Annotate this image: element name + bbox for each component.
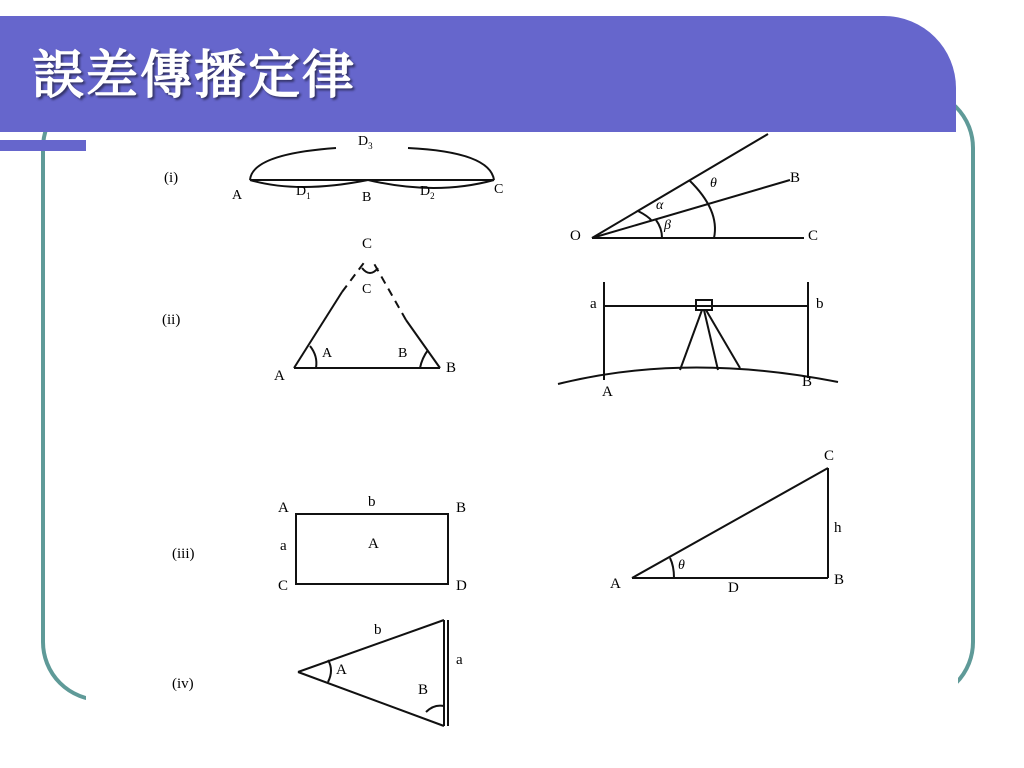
label-vertex-a: A xyxy=(274,368,285,384)
label-beta: β xyxy=(664,218,671,233)
arc-d3-right xyxy=(408,148,494,180)
label-angle-a: A xyxy=(322,346,333,361)
label-point-b: B xyxy=(362,190,372,205)
label-distance-d: D xyxy=(728,580,739,596)
label-tri4-side-a: a xyxy=(456,652,463,668)
label-ground-b: B xyxy=(802,374,813,390)
title-accent-bar xyxy=(0,140,86,151)
arc-angle-b-iv xyxy=(426,706,444,712)
label-ii: (ii) xyxy=(162,312,181,328)
triangle-side-ac xyxy=(294,292,342,368)
arc-theta-rt xyxy=(670,558,674,578)
arc-angle-a-iv xyxy=(328,660,331,682)
arc-angle-c xyxy=(362,268,378,273)
label-tri4-angle-a: A xyxy=(336,662,347,678)
arc-angle-b xyxy=(420,350,428,368)
label-rt-vertex-c: C xyxy=(824,448,835,464)
arc-beta xyxy=(656,220,662,238)
label-height-h: h xyxy=(834,520,842,536)
label-iv: (iv) xyxy=(172,676,194,692)
ray-ob xyxy=(592,180,790,238)
label-angle-b: B xyxy=(398,346,408,361)
label-iii: (iii) xyxy=(172,546,195,562)
label-area: A xyxy=(368,536,379,552)
label-tri4-angle-b: B xyxy=(418,682,429,698)
label-staff-a: a xyxy=(590,296,597,312)
rt-hypotenuse xyxy=(632,468,828,578)
label-theta: θ xyxy=(710,176,717,191)
label-d1: $D_1$ xyxy=(296,184,311,201)
label-rt-vertex-b: B xyxy=(834,572,845,588)
arc-angle-a xyxy=(310,346,316,368)
label-staff-b: b xyxy=(816,296,824,312)
diagram-panel xyxy=(86,132,958,768)
label-vertex-c: C xyxy=(362,236,373,252)
slide-title: 誤差傳播定律 xyxy=(32,46,357,106)
label-i: (i) xyxy=(164,170,179,186)
label-ray-c: C xyxy=(808,228,819,244)
label-angle-c: C xyxy=(362,282,372,297)
label-ray-b: B xyxy=(790,170,801,186)
label-d3: $D_3$ xyxy=(358,134,373,151)
ground-line xyxy=(558,367,838,384)
label-corner-c: C xyxy=(278,578,289,594)
label-corner-a: A xyxy=(278,500,289,516)
label-tri4-side-b: b xyxy=(374,622,382,638)
label-alpha: α xyxy=(656,198,664,213)
label-point-a: A xyxy=(232,188,243,203)
label-corner-b: B xyxy=(456,500,467,516)
label-corner-d: D xyxy=(456,578,467,594)
label-origin-o: O xyxy=(570,228,581,244)
arc-d3-left xyxy=(250,148,336,180)
label-rt-vertex-a: A xyxy=(610,576,621,592)
label-point-c: C xyxy=(494,182,504,197)
ray-upper xyxy=(592,134,768,238)
label-ground-a: A xyxy=(602,384,613,400)
label-rt-theta: θ xyxy=(678,558,685,573)
tri4-side-b xyxy=(298,620,444,672)
label-vertex-b: B xyxy=(446,360,457,376)
arc-alpha xyxy=(638,211,652,221)
label-side-b: b xyxy=(368,494,376,510)
tripod-left xyxy=(680,310,702,370)
label-d2: $D_2$ xyxy=(420,184,435,201)
tri4-bottom xyxy=(298,672,444,726)
label-side-a: a xyxy=(280,538,287,554)
